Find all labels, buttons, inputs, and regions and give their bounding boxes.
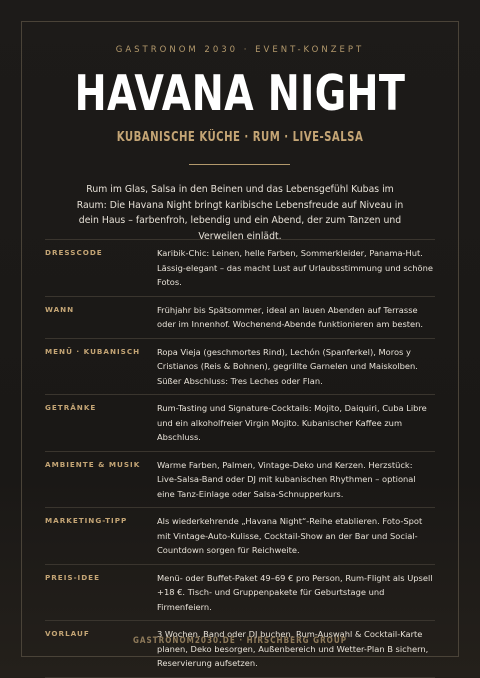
details-table bbox=[45, 239, 435, 678]
detail-label: PREIS-IDEE bbox=[45, 572, 101, 582]
detail-row-dresscode bbox=[45, 240, 435, 297]
detail-text: Warme Farben, Palmen, Vintage-Deko und Kerzen. Herzstück: Live-Salsa-Band oder DJ mit kubanischen Rhythmen – optional eine Tanz-Einlage oder Salsa-Schnupperkurs. bbox=[157, 459, 416, 499]
detail-text: Menü- oder Buffet-Paket 49–69 € pro Person, Rum-Flight als Upsell +18 €. Tisch- und Gruppenpakete für Geburtstage und Firmenfeiern. bbox=[157, 572, 433, 612]
detail-row-wann bbox=[45, 297, 435, 339]
detail-text: Karibik-Chic: Leinen, helle Farben, Sommerkleider, Panama-Hut. Lässig-elegant – das macht Lust auf Urlaubsstimmung und schöne Fotos. bbox=[157, 248, 433, 287]
page-subtitle: KUBANISCHE KÜCHE · RUM · LIVE-SALSA bbox=[116, 130, 364, 145]
detail-row-marketing bbox=[45, 508, 435, 565]
detail-label: VORLAUF bbox=[45, 629, 90, 638]
title-divider bbox=[189, 164, 290, 165]
detail-text: Rum-Tasting und Signature-Cocktails: Mojito, Daiquiri, Cuba Libre und ein alkoholfreier Virgin Mojito. Kubanischer Kaffee zum Abschluss. bbox=[157, 403, 427, 442]
detail-label: MENÜ · KUBANISCH bbox=[45, 346, 141, 356]
detail-label: AMBIENTE & MUSIK bbox=[45, 459, 141, 469]
detail-row-vorlauf bbox=[45, 621, 435, 678]
detail-text: 3 Wochen. Band oder DJ buchen, Rum-Auswahl & Cocktail-Karte planen, Deko besorgen, Außenbereich und Wetter-Plan B sichern, Reservierung aufsetzen. bbox=[157, 629, 429, 668]
detail-label: MARKETING-TIPP bbox=[45, 516, 128, 525]
footer-credits: GASTRONOM2030.DE · HIRSCHBERG GROUP bbox=[132, 636, 348, 646]
detail-text: Als wiederkehrende „Havana Night“-Reihe etablieren. Foto-Spot mit Vintage-Auto-Kulisse, Cocktail-Show an der Bar und Social-Countdown sorgen für Reichweite. bbox=[157, 516, 423, 555]
page-title: HAVANA NIGHT bbox=[74, 65, 406, 122]
detail-text: Ropa Vieja (geschmortes Rind), Lechón (Spanferkel), Moros y Cristianos (Reis & Bohnen), gegrillte Garnelen und Maiskolben. Süßer Abschluss: Tres Leches oder Flan. bbox=[157, 346, 418, 386]
intro-paragraph: Rum im Glas, Salsa in den Beinen und das Lebensgefühl Kubas im Raum: Die Havana Night bringt karibische Lebensfreude auf Niveau in dein Haus – farbenfroh, lebendig und ein Abend, der zum Tanzen und Verweilen einlädt. bbox=[76, 184, 404, 242]
detail-label: WANN bbox=[45, 304, 75, 314]
detail-row-preis bbox=[45, 565, 435, 622]
detail-row-getraenke bbox=[45, 395, 435, 452]
header-kicker: GASTRONOM 2030 · EVENT-KONZEPT bbox=[115, 45, 365, 55]
detail-row-ambiente bbox=[45, 452, 435, 509]
detail-text: Frühjahr bis Spätsommer, ideal an lauen Abenden auf Terrasse oder im Innenhof. Wochenend-Abende funktionieren am besten. bbox=[157, 304, 424, 329]
detail-label: DRESSCODE bbox=[45, 248, 103, 257]
detail-label: GETRÄNKE bbox=[45, 403, 97, 412]
detail-row-menu bbox=[45, 339, 435, 396]
